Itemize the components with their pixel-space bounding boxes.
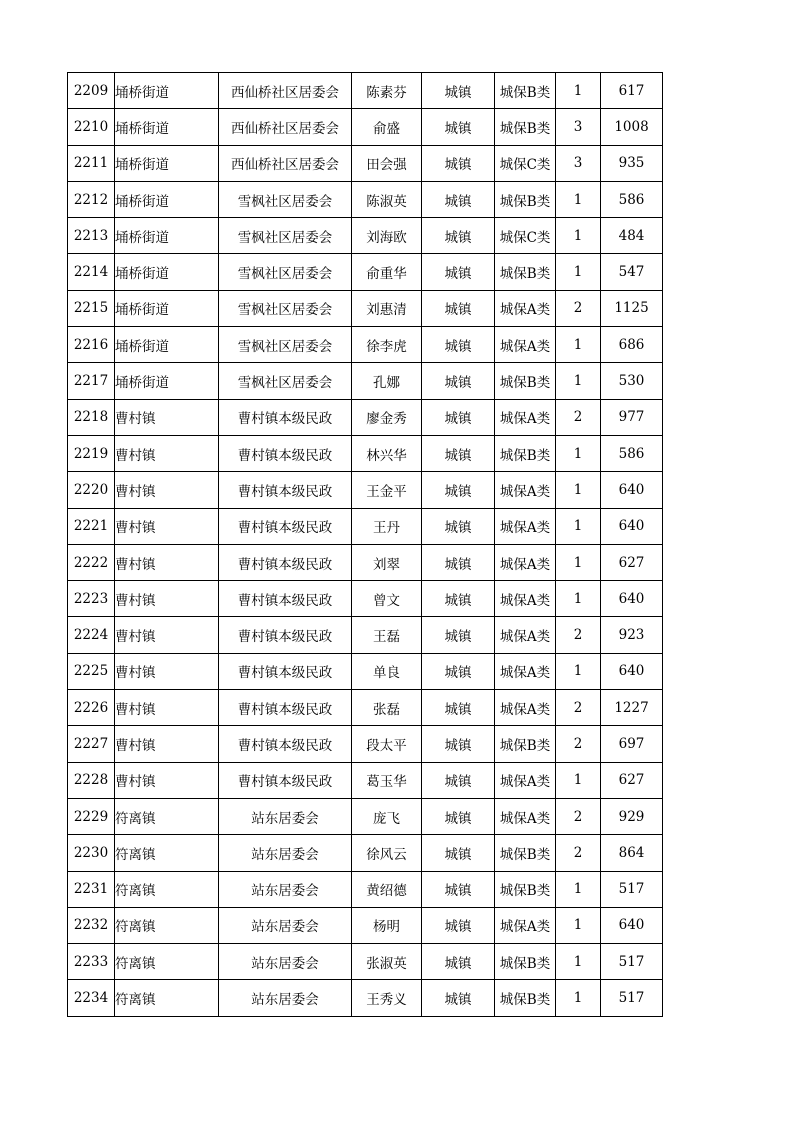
household-type-cell: 城镇 xyxy=(422,544,495,580)
amount-cell: 640 xyxy=(601,508,663,544)
records-table-body xyxy=(68,73,663,1017)
person-count-cell: 3 xyxy=(556,145,601,181)
amount-cell: 517 xyxy=(601,871,663,907)
amount-cell: 640 xyxy=(601,907,663,943)
person-count-cell: 2 xyxy=(556,726,601,762)
person-count-cell: 3 xyxy=(556,109,601,145)
table-row xyxy=(68,653,663,689)
category-cell: 城保A类 xyxy=(495,762,556,798)
amount-cell: 640 xyxy=(601,581,663,617)
street-cell: 埇桥街道 xyxy=(115,109,219,145)
street-cell: 曹村镇 xyxy=(115,472,219,508)
street-cell: 曹村镇 xyxy=(115,762,219,798)
row-number-cell: 2225 xyxy=(68,653,115,689)
row-number-cell: 2222 xyxy=(68,544,115,580)
amount-cell: 697 xyxy=(601,726,663,762)
name-cell: 庞飞 xyxy=(352,798,422,834)
name-cell: 黄绍德 xyxy=(352,871,422,907)
community-cell: 曹村镇本级民政 xyxy=(219,435,352,471)
person-count-cell: 2 xyxy=(556,798,601,834)
community-cell: 雪枫社区居委会 xyxy=(219,327,352,363)
row-number-cell: 2210 xyxy=(68,109,115,145)
community-cell: 曹村镇本级民政 xyxy=(219,472,352,508)
community-cell: 曹村镇本级民政 xyxy=(219,726,352,762)
amount-cell: 627 xyxy=(601,544,663,580)
street-cell: 符离镇 xyxy=(115,798,219,834)
person-count-cell: 1 xyxy=(556,218,601,254)
amount-cell: 586 xyxy=(601,435,663,471)
name-cell: 徐风云 xyxy=(352,835,422,871)
household-type-cell: 城镇 xyxy=(422,472,495,508)
amount-cell: 547 xyxy=(601,254,663,290)
community-cell: 曹村镇本级民政 xyxy=(219,762,352,798)
name-cell: 陈素芬 xyxy=(352,73,422,109)
category-cell: 城保A类 xyxy=(495,653,556,689)
name-cell: 刘惠清 xyxy=(352,290,422,326)
amount-cell: 977 xyxy=(601,399,663,435)
row-number-cell: 2226 xyxy=(68,690,115,726)
table-row xyxy=(68,399,663,435)
street-cell: 埇桥街道 xyxy=(115,327,219,363)
community-cell: 曹村镇本级民政 xyxy=(219,690,352,726)
category-cell: 城保A类 xyxy=(495,581,556,617)
name-cell: 陈淑英 xyxy=(352,181,422,217)
community-cell: 雪枫社区居委会 xyxy=(219,290,352,326)
category-cell: 城保B类 xyxy=(495,254,556,290)
row-number-cell: 2232 xyxy=(68,907,115,943)
household-type-cell: 城镇 xyxy=(422,798,495,834)
person-count-cell: 1 xyxy=(556,581,601,617)
street-cell: 符离镇 xyxy=(115,980,219,1016)
amount-cell: 686 xyxy=(601,327,663,363)
household-type-cell: 城镇 xyxy=(422,907,495,943)
row-number-cell: 2215 xyxy=(68,290,115,326)
community-cell: 西仙桥社区居委会 xyxy=(219,73,352,109)
category-cell: 城保B类 xyxy=(495,181,556,217)
household-type-cell: 城镇 xyxy=(422,73,495,109)
category-cell: 城保A类 xyxy=(495,472,556,508)
category-cell: 城保B类 xyxy=(495,944,556,980)
table-row xyxy=(68,508,663,544)
street-cell: 曹村镇 xyxy=(115,690,219,726)
community-cell: 西仙桥社区居委会 xyxy=(219,109,352,145)
category-cell: 城保B类 xyxy=(495,726,556,762)
table-row xyxy=(68,835,663,871)
household-type-cell: 城镇 xyxy=(422,980,495,1016)
community-cell: 曹村镇本级民政 xyxy=(219,653,352,689)
street-cell: 符离镇 xyxy=(115,871,219,907)
category-cell: 城保B类 xyxy=(495,73,556,109)
row-number-cell: 2219 xyxy=(68,435,115,471)
amount-cell: 1008 xyxy=(601,109,663,145)
name-cell: 刘海欧 xyxy=(352,218,422,254)
amount-cell: 1125 xyxy=(601,290,663,326)
street-cell: 埇桥街道 xyxy=(115,254,219,290)
person-count-cell: 1 xyxy=(556,871,601,907)
row-number-cell: 2229 xyxy=(68,798,115,834)
name-cell: 王金平 xyxy=(352,472,422,508)
amount-cell: 929 xyxy=(601,798,663,834)
name-cell: 俞重华 xyxy=(352,254,422,290)
amount-cell: 617 xyxy=(601,73,663,109)
community-cell: 雪枫社区居委会 xyxy=(219,218,352,254)
household-type-cell: 城镇 xyxy=(422,435,495,471)
row-number-cell: 2218 xyxy=(68,399,115,435)
community-cell: 西仙桥社区居委会 xyxy=(219,145,352,181)
amount-cell: 640 xyxy=(601,653,663,689)
street-cell: 曹村镇 xyxy=(115,617,219,653)
name-cell: 孔娜 xyxy=(352,363,422,399)
name-cell: 林兴华 xyxy=(352,435,422,471)
household-type-cell: 城镇 xyxy=(422,363,495,399)
name-cell: 张磊 xyxy=(352,690,422,726)
row-number-cell: 2213 xyxy=(68,218,115,254)
category-cell: 城保A类 xyxy=(495,907,556,943)
table-row xyxy=(68,798,663,834)
name-cell: 单良 xyxy=(352,653,422,689)
household-type-cell: 城镇 xyxy=(422,145,495,181)
person-count-cell: 1 xyxy=(556,73,601,109)
community-cell: 曹村镇本级民政 xyxy=(219,617,352,653)
name-cell: 曾文 xyxy=(352,581,422,617)
household-type-cell: 城镇 xyxy=(422,399,495,435)
household-type-cell: 城镇 xyxy=(422,726,495,762)
community-cell: 雪枫社区居委会 xyxy=(219,254,352,290)
table-row xyxy=(68,871,663,907)
person-count-cell: 2 xyxy=(556,617,601,653)
street-cell: 曹村镇 xyxy=(115,653,219,689)
amount-cell: 640 xyxy=(601,472,663,508)
name-cell: 廖金秀 xyxy=(352,399,422,435)
person-count-cell: 2 xyxy=(556,835,601,871)
amount-cell: 517 xyxy=(601,980,663,1016)
name-cell: 刘翠 xyxy=(352,544,422,580)
amount-cell: 484 xyxy=(601,218,663,254)
category-cell: 城保C类 xyxy=(495,145,556,181)
table-row xyxy=(68,109,663,145)
community-cell: 雪枫社区居委会 xyxy=(219,181,352,217)
street-cell: 曹村镇 xyxy=(115,435,219,471)
household-type-cell: 城镇 xyxy=(422,653,495,689)
name-cell: 田会强 xyxy=(352,145,422,181)
street-cell: 埇桥街道 xyxy=(115,145,219,181)
table-row xyxy=(68,363,663,399)
person-count-cell: 1 xyxy=(556,472,601,508)
amount-cell: 923 xyxy=(601,617,663,653)
name-cell: 张淑英 xyxy=(352,944,422,980)
records-table xyxy=(67,72,663,1017)
row-number-cell: 2231 xyxy=(68,871,115,907)
person-count-cell: 1 xyxy=(556,254,601,290)
category-cell: 城保B类 xyxy=(495,980,556,1016)
street-cell: 曹村镇 xyxy=(115,508,219,544)
table-row xyxy=(68,980,663,1016)
street-cell: 符离镇 xyxy=(115,835,219,871)
street-cell: 符离镇 xyxy=(115,907,219,943)
household-type-cell: 城镇 xyxy=(422,762,495,798)
household-type-cell: 城镇 xyxy=(422,290,495,326)
name-cell: 段太平 xyxy=(352,726,422,762)
row-number-cell: 2217 xyxy=(68,363,115,399)
person-count-cell: 1 xyxy=(556,508,601,544)
category-cell: 城保A类 xyxy=(495,690,556,726)
amount-cell: 627 xyxy=(601,762,663,798)
table-row xyxy=(68,544,663,580)
community-cell: 站东居委会 xyxy=(219,798,352,834)
person-count-cell: 1 xyxy=(556,944,601,980)
street-cell: 符离镇 xyxy=(115,944,219,980)
row-number-cell: 2228 xyxy=(68,762,115,798)
community-cell: 曹村镇本级民政 xyxy=(219,399,352,435)
table-row xyxy=(68,218,663,254)
category-cell: 城保B类 xyxy=(495,435,556,471)
street-cell: 曹村镇 xyxy=(115,544,219,580)
table-row xyxy=(68,145,663,181)
name-cell: 王秀义 xyxy=(352,980,422,1016)
table-row xyxy=(68,690,663,726)
street-cell: 埇桥街道 xyxy=(115,73,219,109)
street-cell: 埇桥街道 xyxy=(115,218,219,254)
community-cell: 曹村镇本级民政 xyxy=(219,581,352,617)
household-type-cell: 城镇 xyxy=(422,508,495,544)
street-cell: 埇桥街道 xyxy=(115,181,219,217)
person-count-cell: 2 xyxy=(556,399,601,435)
table-row xyxy=(68,944,663,980)
community-cell: 站东居委会 xyxy=(219,980,352,1016)
category-cell: 城保A类 xyxy=(495,399,556,435)
person-count-cell: 1 xyxy=(556,544,601,580)
person-count-cell: 1 xyxy=(556,980,601,1016)
category-cell: 城保B类 xyxy=(495,835,556,871)
category-cell: 城保A类 xyxy=(495,617,556,653)
row-number-cell: 2212 xyxy=(68,181,115,217)
person-count-cell: 1 xyxy=(556,327,601,363)
amount-cell: 935 xyxy=(601,145,663,181)
category-cell: 城保B类 xyxy=(495,109,556,145)
category-cell: 城保B类 xyxy=(495,871,556,907)
community-cell: 雪枫社区居委会 xyxy=(219,363,352,399)
amount-cell: 864 xyxy=(601,835,663,871)
person-count-cell: 2 xyxy=(556,690,601,726)
person-count-cell: 2 xyxy=(556,290,601,326)
amount-cell: 1227 xyxy=(601,690,663,726)
name-cell: 王丹 xyxy=(352,508,422,544)
name-cell: 葛玉华 xyxy=(352,762,422,798)
community-cell: 站东居委会 xyxy=(219,907,352,943)
row-number-cell: 2230 xyxy=(68,835,115,871)
household-type-cell: 城镇 xyxy=(422,181,495,217)
person-count-cell: 1 xyxy=(556,653,601,689)
household-type-cell: 城镇 xyxy=(422,690,495,726)
table-row xyxy=(68,327,663,363)
person-count-cell: 1 xyxy=(556,363,601,399)
table-row xyxy=(68,907,663,943)
community-cell: 曹村镇本级民政 xyxy=(219,508,352,544)
street-cell: 曹村镇 xyxy=(115,581,219,617)
row-number-cell: 2223 xyxy=(68,581,115,617)
row-number-cell: 2233 xyxy=(68,944,115,980)
table-row xyxy=(68,181,663,217)
category-cell: 城保A类 xyxy=(495,290,556,326)
category-cell: 城保A类 xyxy=(495,327,556,363)
category-cell: 城保A类 xyxy=(495,798,556,834)
row-number-cell: 2220 xyxy=(68,472,115,508)
table-row xyxy=(68,435,663,471)
row-number-cell: 2216 xyxy=(68,327,115,363)
category-cell: 城保A类 xyxy=(495,508,556,544)
row-number-cell: 2209 xyxy=(68,73,115,109)
household-type-cell: 城镇 xyxy=(422,254,495,290)
household-type-cell: 城镇 xyxy=(422,581,495,617)
person-count-cell: 1 xyxy=(556,907,601,943)
table-row xyxy=(68,762,663,798)
community-cell: 站东居委会 xyxy=(219,835,352,871)
street-cell: 埇桥街道 xyxy=(115,363,219,399)
street-cell: 曹村镇 xyxy=(115,399,219,435)
amount-cell: 586 xyxy=(601,181,663,217)
household-type-cell: 城镇 xyxy=(422,617,495,653)
household-type-cell: 城镇 xyxy=(422,109,495,145)
name-cell: 王磊 xyxy=(352,617,422,653)
table-row xyxy=(68,617,663,653)
household-type-cell: 城镇 xyxy=(422,835,495,871)
amount-cell: 517 xyxy=(601,944,663,980)
person-count-cell: 1 xyxy=(556,435,601,471)
table-row xyxy=(68,73,663,109)
community-cell: 站东居委会 xyxy=(219,871,352,907)
person-count-cell: 1 xyxy=(556,181,601,217)
row-number-cell: 2234 xyxy=(68,980,115,1016)
row-number-cell: 2214 xyxy=(68,254,115,290)
community-cell: 曹村镇本级民政 xyxy=(219,544,352,580)
row-number-cell: 2211 xyxy=(68,145,115,181)
household-type-cell: 城镇 xyxy=(422,327,495,363)
category-cell: 城保B类 xyxy=(495,363,556,399)
row-number-cell: 2221 xyxy=(68,508,115,544)
street-cell: 埇桥街道 xyxy=(115,290,219,326)
category-cell: 城保C类 xyxy=(495,218,556,254)
name-cell: 杨明 xyxy=(352,907,422,943)
person-count-cell: 1 xyxy=(556,762,601,798)
row-number-cell: 2227 xyxy=(68,726,115,762)
household-type-cell: 城镇 xyxy=(422,871,495,907)
household-type-cell: 城镇 xyxy=(422,218,495,254)
street-cell: 曹村镇 xyxy=(115,726,219,762)
row-number-cell: 2224 xyxy=(68,617,115,653)
table-row xyxy=(68,254,663,290)
amount-cell: 530 xyxy=(601,363,663,399)
table-row xyxy=(68,726,663,762)
table-row xyxy=(68,472,663,508)
community-cell: 站东居委会 xyxy=(219,944,352,980)
category-cell: 城保A类 xyxy=(495,544,556,580)
name-cell: 俞盛 xyxy=(352,109,422,145)
name-cell: 徐李虎 xyxy=(352,327,422,363)
table-row xyxy=(68,290,663,326)
table-row xyxy=(68,581,663,617)
household-type-cell: 城镇 xyxy=(422,944,495,980)
